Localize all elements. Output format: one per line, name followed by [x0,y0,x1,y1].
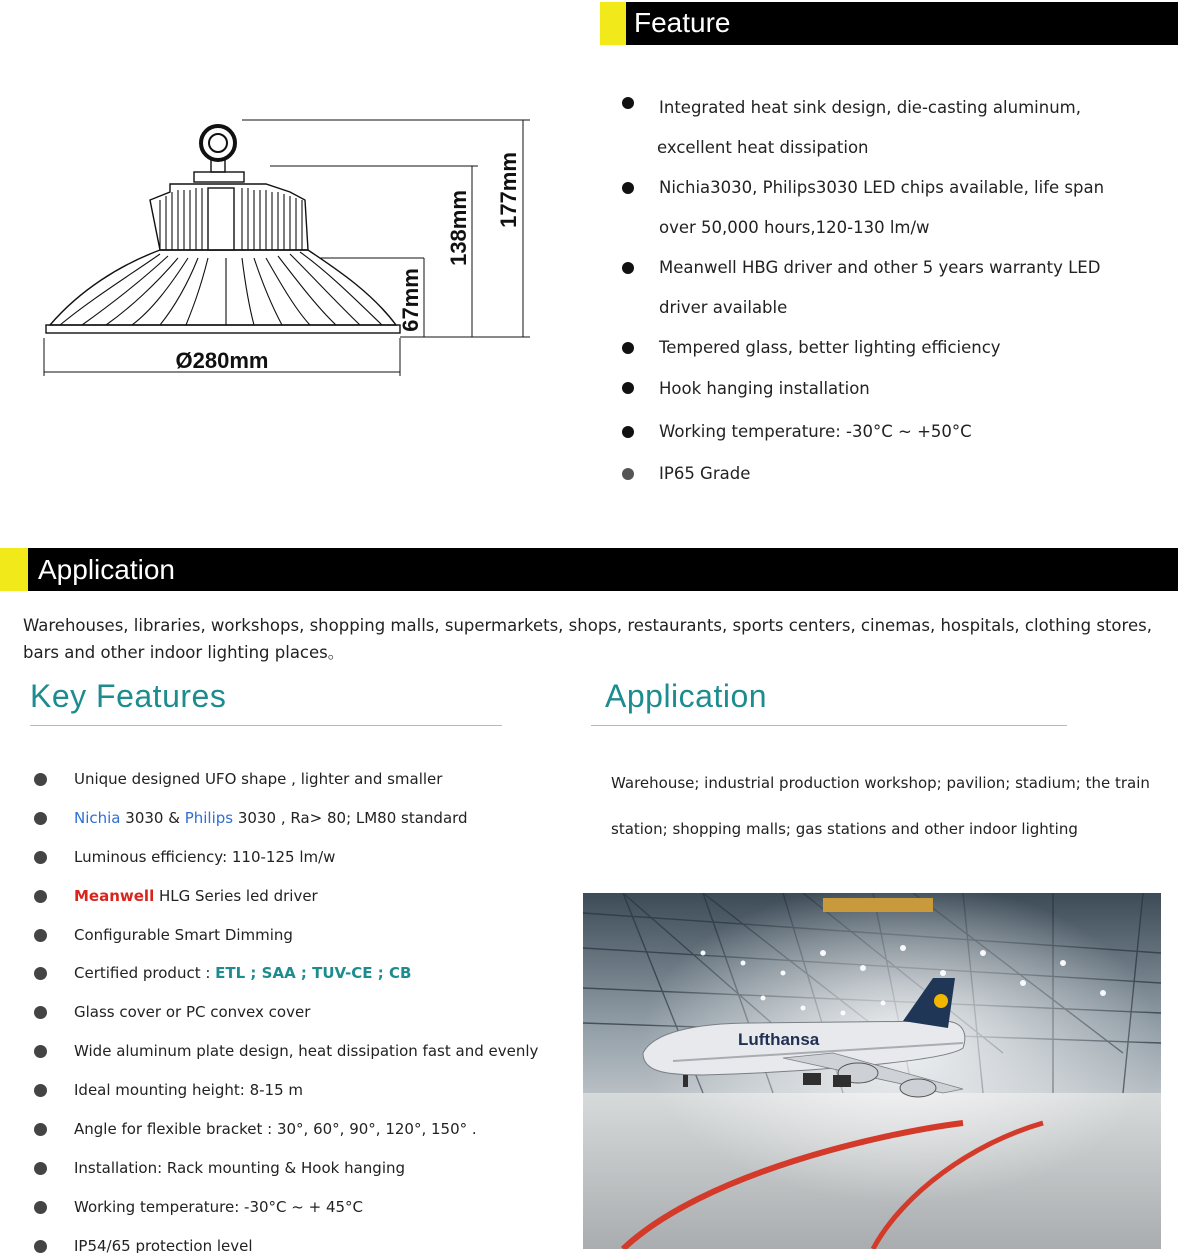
feature-item-line: Nichia3030, Philips3030 LED chips available, life span [659,178,1105,197]
dim-height-138-label: 138mm [446,190,471,266]
feature-item-line: driver available [659,298,788,317]
feature-item [620,88,1160,168]
feature-header-accent [600,2,626,45]
key-feature-text: 3030 & [120,808,185,827]
key-feature-item [34,916,594,955]
key-feature-item [34,1110,594,1149]
hangar-airplane-photo [583,893,1161,1249]
bullet-icon [622,97,634,109]
application-header-bar [0,548,1178,591]
feature-list [620,88,1160,494]
key-feature-text: Glass cover or PC convex cover [74,1003,311,1022]
feature-header-bar [600,2,1178,45]
dim-height-177-label: 177mm [496,152,521,228]
key-feature-item [34,799,594,838]
bullet-icon [34,929,47,942]
brand-philips: Philips [184,808,234,827]
key-feature-text: 3030 , Ra> 80; LM80 standard [233,808,468,827]
key-feature-text: Angle for flexible bracket : 30°, 60°, 90°, 120°, 150° . [74,1120,477,1139]
application-detail-line: Warehouse; industrial production workshop; pavilion; stadium; the train [611,774,1150,792]
application-detail [611,760,1180,852]
bullet-icon [622,426,634,438]
feature-item [620,328,1160,368]
key-feature-item [34,1227,594,1253]
feature-item-line: excellent heat dissipation [657,138,869,157]
bullet-icon [34,967,47,980]
key-feature-text: IP54/65 protection level [74,1236,253,1253]
key-feature-text: Certified product : [74,964,216,983]
key-feature-text: Installation: Rack mounting & Hook hanging [74,1158,406,1177]
bullet-icon [34,812,47,825]
bullet-icon [34,851,47,864]
feature-item [620,248,1160,328]
product-dimension-drawing [20,100,560,400]
key-feature-text: Ideal mounting height: 8-15 m [74,1081,304,1100]
application-header-title: Application [38,554,175,585]
bullet-icon [34,1123,47,1136]
key-feature-item [34,1149,594,1188]
bullet-icon [622,468,634,480]
feature-item-line: IP65 Grade [659,464,751,483]
brand-nichia: Nichia [74,808,121,827]
bullet-icon [34,773,47,786]
feature-item-line: Integrated heat sink design, die-casting aluminum, [659,98,1081,117]
key-feature-text: Luminous efficiency: 110-125 lm/w [74,847,336,866]
application-header-accent [0,548,28,591]
feature-item-line: over 50,000 hours,120-130 lm/w [659,218,930,237]
application-description: Warehouses, libraries, workshops, shopping malls, supermarkets, shops, restaurants, sports centers, cinemas, hospitals, clothing stores, bars and other indoor lighting places。 [23,616,1152,662]
key-feature-text: Configurable Smart Dimming [74,925,293,944]
feature-item [620,168,1160,248]
feature-item-line: Tempered glass, better lighting efficiency [659,338,1001,357]
bullet-icon [34,1006,47,1019]
bullet-icon [34,1240,47,1253]
feature-item-line: Hook hanging installation [659,379,870,398]
bullet-icon [34,1045,47,1058]
key-feature-text: Wide aluminum plate design, heat dissipation fast and evenly [74,1042,539,1061]
key-feature-item [34,1032,594,1071]
bullet-icon [622,182,634,194]
key-feature-item [34,877,594,916]
airline-logo-text: Lufthansa [738,1030,820,1049]
bullet-icon [622,382,634,394]
key-feature-item [34,993,594,1032]
bullet-icon [34,1162,47,1175]
bullet-icon [622,262,634,274]
key-feature-item [34,760,594,799]
key-feature-text: HLG Series led driver [154,886,318,905]
feature-item [620,368,1160,410]
brand-meanwell: Meanwell [74,886,155,905]
bullet-icon [34,890,47,903]
key-feature-text: Unique designed UFO shape , lighter and smaller [74,770,443,788]
dim-height-67-label: 67mm [398,268,423,332]
feature-item-line: Meanwell HBG driver and other 5 years warranty LED [659,258,1101,277]
feature-item [620,410,1160,454]
application-detail-line: station; shopping malls; gas stations and other indoor lighting [611,820,1078,838]
key-features-title: Key Features [30,678,227,714]
application-title: Application [605,678,768,714]
feature-item-line: Working temperature: -30°C ~ +50°C [659,422,972,441]
application-divider [591,725,1067,726]
feature-header-title: Feature [634,7,731,38]
feature-item [620,454,1160,494]
bullet-icon [34,1084,47,1097]
certifications: ETL ; SAA ; TUV-CE ; CB [215,964,412,983]
dim-diameter-label: Ø280mm [175,348,269,373]
key-feature-text: Working temperature: -30°C ~ + 45°C [74,1197,364,1216]
bullet-icon [34,1201,47,1214]
bullet-icon [622,342,634,354]
key-feature-item [34,1188,594,1227]
key-feature-item [34,838,594,877]
key-feature-item [34,1071,594,1110]
key-feature-item [34,954,594,993]
key-features-divider [30,725,502,726]
key-features-list [34,760,594,1253]
